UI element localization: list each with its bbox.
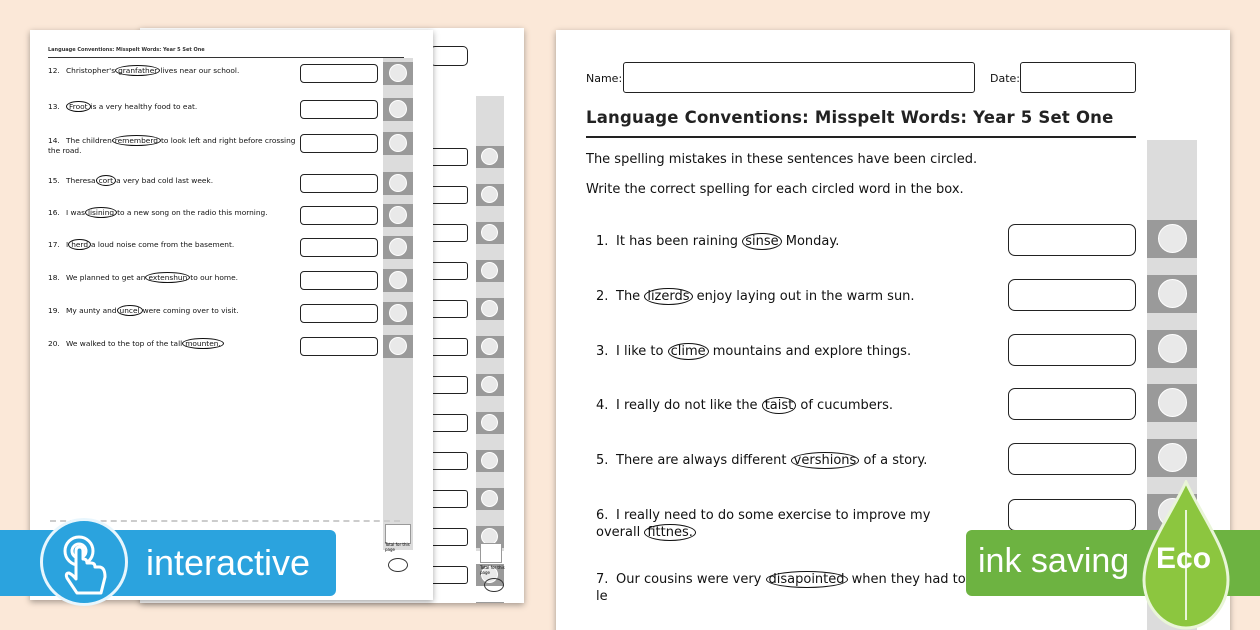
circled-word: vershions	[791, 452, 860, 469]
mark-cell	[383, 335, 413, 358]
answer-box[interactable]	[300, 100, 378, 119]
sentence-end: enjoy laying out in the warm sun.	[696, 289, 915, 304]
back-mark-dot	[481, 414, 498, 431]
interactive-label: interactive	[146, 542, 311, 583]
back-mark-cell	[476, 412, 504, 434]
answer-box[interactable]	[300, 134, 378, 153]
answer-box[interactable]	[1008, 334, 1136, 366]
back-answer-box	[430, 566, 468, 584]
circled-word: mounten.	[182, 338, 224, 349]
mark-dot[interactable]	[1158, 224, 1187, 253]
mark-cell	[1147, 220, 1197, 258]
name-field[interactable]	[623, 62, 975, 93]
circled-word: lisining	[85, 207, 117, 218]
mark-dot[interactable]	[389, 100, 407, 118]
question-number: 16.	[48, 208, 60, 217]
question-number: 18.	[48, 273, 60, 282]
circled-word: disapointed	[766, 571, 848, 588]
back-answer-box	[430, 490, 468, 508]
circled-word: clime	[668, 343, 709, 360]
mark-cell	[383, 172, 413, 195]
touch-hand-icon	[40, 518, 128, 606]
mark-dot[interactable]	[389, 64, 407, 82]
question-row	[48, 306, 308, 316]
page-title: Language Conventions: Misspelt Words: Year 5 Set One	[586, 108, 1114, 127]
mark-cell	[1147, 439, 1197, 477]
sentence-end: a very bad cold last week.	[116, 176, 214, 185]
question-number: 1.	[596, 234, 609, 249]
circled-word: taist	[762, 397, 797, 414]
sentence-start: I	[66, 240, 69, 249]
answer-box[interactable]	[1008, 499, 1136, 531]
question-number: 17.	[48, 240, 60, 249]
answer-box[interactable]	[300, 206, 378, 225]
answer-box[interactable]	[1008, 388, 1136, 420]
question-row	[48, 136, 308, 156]
sentence-start: Our cousins were very	[616, 572, 762, 587]
circled-word: uncel	[117, 305, 143, 316]
mark-cell	[383, 236, 413, 259]
eco-leaf-drop-icon	[1138, 480, 1234, 630]
mark-dot[interactable]	[389, 238, 407, 256]
title-divider	[586, 136, 1136, 138]
question-row	[48, 240, 308, 250]
back-answer-box	[430, 338, 468, 356]
instruction-2: Write the correct spelling for each circled word in the box.	[586, 182, 964, 197]
sentence-end: were coming over to visit.	[142, 306, 239, 315]
question-number: 4.	[596, 398, 609, 413]
question-row	[596, 571, 976, 605]
sentence-end: a loud noise come from the basement.	[91, 240, 235, 249]
answer-box[interactable]	[300, 337, 378, 356]
back-mark-dot	[481, 300, 498, 317]
circled-word: rememberd	[112, 135, 161, 146]
question-number: 13.	[48, 102, 60, 111]
back-mark-cell	[476, 602, 504, 603]
circled-word: granfather	[115, 65, 160, 76]
mark-cell	[1147, 275, 1197, 313]
back-mark-cell	[476, 184, 504, 206]
circled-word: sinse	[742, 233, 781, 250]
circled-word: Froot	[66, 101, 91, 112]
back-answer-box	[430, 224, 468, 242]
mark-dot[interactable]	[389, 337, 407, 355]
back-mark-dot	[481, 148, 498, 165]
question-row	[48, 273, 308, 283]
ink-saving-label: ink saving	[978, 542, 1130, 580]
name-label: Name:	[586, 72, 623, 85]
back-answer-box	[430, 452, 468, 470]
back-mark-dot	[481, 452, 498, 469]
mark-dot[interactable]	[389, 206, 407, 224]
question-number: 7.	[596, 572, 609, 587]
mark-dot[interactable]	[389, 271, 407, 289]
mark-dot[interactable]	[389, 134, 407, 152]
total-box	[385, 524, 411, 544]
sentence-end: lives near our school.	[160, 66, 240, 75]
mark-cell	[1147, 330, 1197, 368]
question-number: 3.	[596, 344, 609, 359]
answer-box[interactable]	[300, 64, 378, 83]
question-number: 15.	[48, 176, 60, 185]
sentence-start: I really do not like the	[616, 398, 758, 413]
question-number: 20.	[48, 339, 60, 348]
back-answer-box	[430, 262, 468, 280]
back-mark-cell	[476, 298, 504, 320]
circled-word: lizerds	[644, 288, 692, 305]
back-mark-cell	[476, 222, 504, 244]
back-mark-cell	[476, 374, 504, 396]
back-mark-dot	[481, 490, 498, 507]
sentence-start: It has been raining	[616, 234, 739, 249]
back-mark-cell	[476, 336, 504, 358]
question-number: 2.	[596, 289, 609, 304]
sentence-end: to a new song on the radio this morning.	[117, 208, 268, 217]
mark-dot[interactable]	[389, 304, 407, 322]
sentence-start: The children	[66, 136, 112, 145]
back-logo	[484, 578, 504, 592]
sentence-end: to look left and right before crossing the road.	[48, 136, 296, 155]
answer-box[interactable]	[1008, 224, 1136, 256]
title-divider	[48, 57, 404, 58]
back-mark-dot	[481, 376, 498, 393]
question-row	[596, 452, 976, 469]
date-field[interactable]	[1020, 62, 1136, 93]
question-row	[48, 208, 308, 218]
back-answer-box	[430, 528, 468, 546]
mark-dot[interactable]	[1158, 443, 1187, 472]
back-answer-box	[430, 46, 468, 66]
question-row	[48, 66, 308, 76]
back-answer-box	[430, 300, 468, 318]
mark-cell	[383, 302, 413, 325]
small-sheet-title: Language Conventions: Misspelt Words: Year 5 Set One	[48, 47, 205, 53]
back-mark-dot	[481, 224, 498, 241]
mark-cell	[383, 269, 413, 292]
question-row	[596, 507, 976, 541]
mark-dot[interactable]	[389, 174, 407, 192]
question-row	[596, 343, 976, 360]
circled-word: extenshun	[145, 272, 190, 283]
total-label: Total for this page	[385, 542, 410, 552]
sentence-start: Theresa	[66, 176, 96, 185]
answer-box[interactable]	[300, 271, 378, 290]
mark-dot[interactable]	[1158, 388, 1187, 417]
back-answer-box	[430, 376, 468, 394]
mark-cell	[383, 98, 413, 121]
question-row	[48, 102, 308, 112]
question-number: 5.	[596, 453, 609, 468]
worksheet-page-2	[30, 30, 433, 600]
back-total-label: Total for this page	[480, 565, 505, 575]
twinkl-logo	[388, 558, 408, 572]
sentence-start: We walked to the top of the tall	[66, 339, 183, 348]
sentence-start: There are always different	[616, 453, 787, 468]
sentence-start: We planned to get an	[66, 273, 146, 282]
sentence-start: I like to	[616, 344, 664, 359]
sentence-start: I was	[66, 208, 85, 217]
mark-cell	[383, 204, 413, 227]
circled-word: cort	[96, 175, 117, 186]
answer-box[interactable]	[300, 174, 378, 193]
back-answer-box	[430, 148, 468, 166]
sentence-end: of a story.	[863, 453, 928, 468]
question-row	[48, 339, 308, 349]
back-mark-dot	[481, 262, 498, 279]
question-number: 6.	[596, 508, 609, 523]
question-row	[596, 233, 976, 250]
mark-cell	[1147, 384, 1197, 422]
answer-box[interactable]	[1008, 279, 1136, 311]
circled-word: fittnes.	[644, 524, 696, 541]
mark-dot[interactable]	[1158, 334, 1187, 363]
mark-cell	[383, 62, 413, 85]
circled-word: herd	[68, 239, 91, 250]
back-mark-cell	[476, 488, 504, 510]
back-mark-cell	[476, 260, 504, 282]
back-mark-dot	[481, 186, 498, 203]
back-mark-cell	[476, 450, 504, 472]
question-row	[48, 176, 308, 186]
question-row	[596, 288, 976, 305]
back-answer-box	[430, 186, 468, 204]
sentence-end: of cucumbers.	[800, 398, 893, 413]
instruction-1: The spelling mistakes in these sentences have been circled.	[586, 152, 978, 167]
answer-box[interactable]	[1008, 443, 1136, 475]
sentence-end: mountains and explore things.	[712, 344, 912, 359]
answer-box[interactable]	[300, 304, 378, 323]
sentence-start: My aunty and	[66, 306, 117, 315]
sentence-start: The	[616, 289, 641, 304]
mark-cell	[383, 132, 413, 155]
answer-box[interactable]	[300, 238, 378, 257]
back-mark-dot	[481, 338, 498, 355]
sentence-start: Christopher's	[66, 66, 116, 75]
sentence-end: when they had to le	[596, 572, 966, 604]
sentence-end: is a very healthy food to eat.	[90, 102, 198, 111]
eco-label: Eco	[1156, 542, 1212, 575]
sentence-start: I really need to do some exercise to improve my overall	[596, 508, 931, 540]
back-total-box	[480, 543, 502, 563]
date-label: Date:	[990, 72, 1020, 85]
question-row	[596, 397, 976, 414]
question-number: 14.	[48, 136, 60, 145]
sentence-end: Monday.	[785, 234, 840, 249]
mark-dot[interactable]	[1158, 279, 1187, 308]
back-answer-box	[430, 414, 468, 432]
question-number: 12.	[48, 66, 60, 75]
sentence-end: to our home.	[190, 273, 238, 282]
back-mark-cell	[476, 146, 504, 168]
question-number: 19.	[48, 306, 60, 315]
